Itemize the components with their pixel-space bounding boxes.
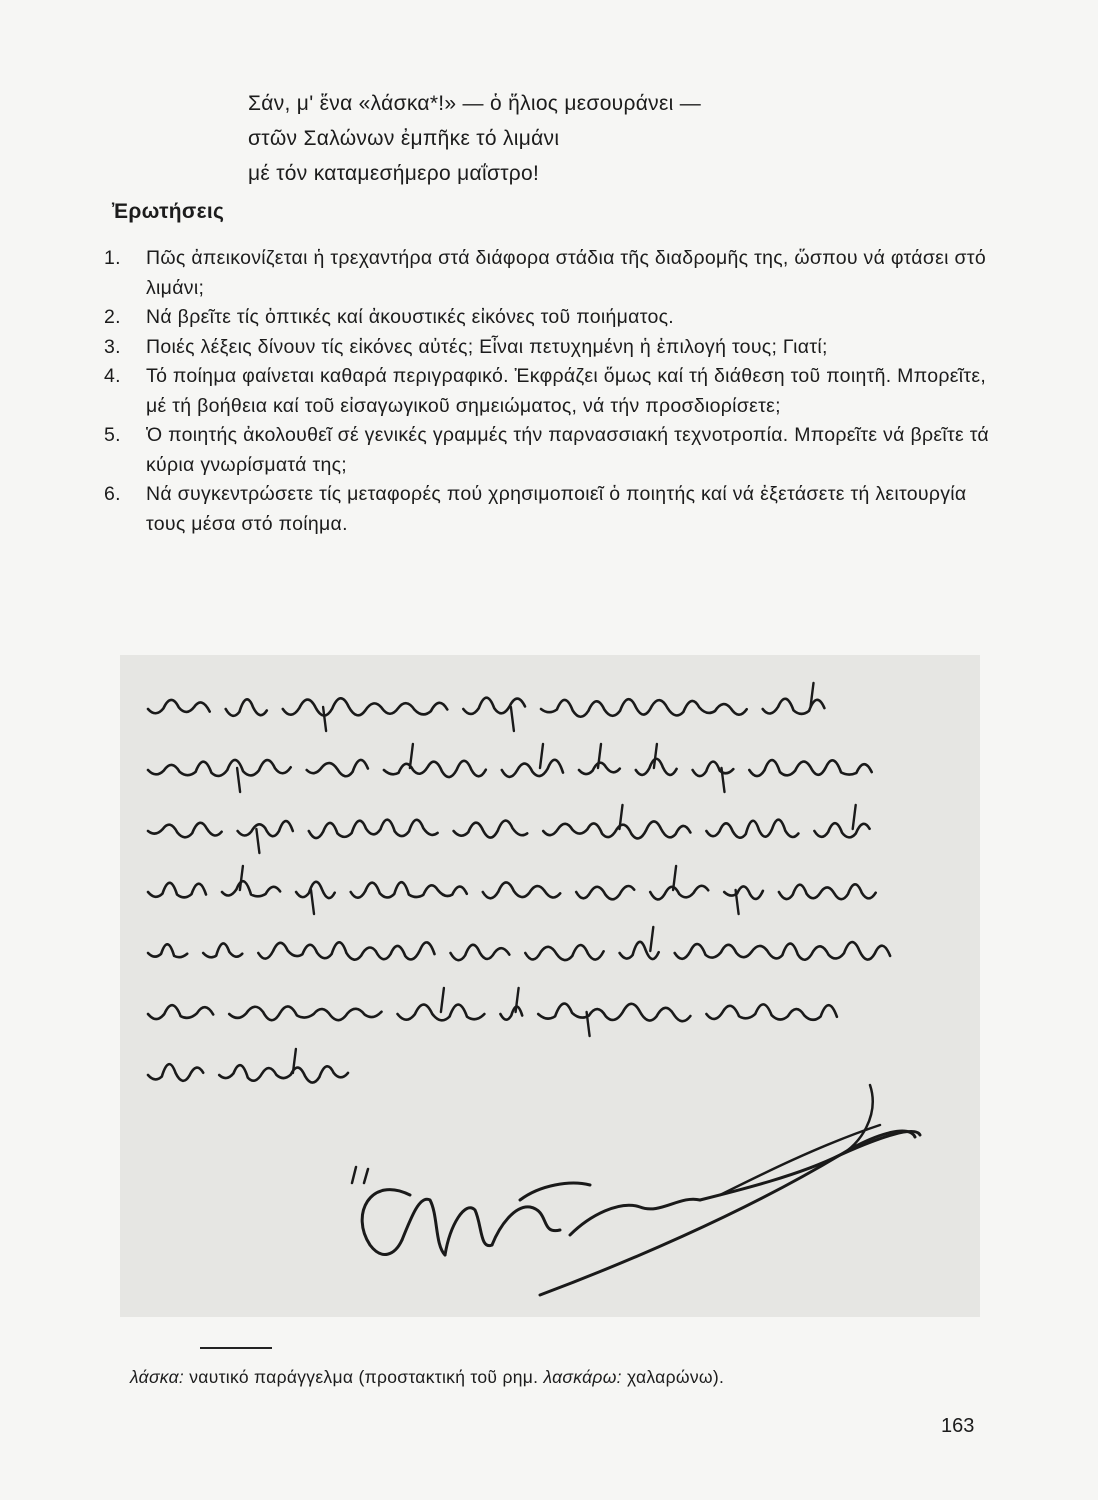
handwriting-line [148,1049,348,1083]
poem-line: στῶν Σαλώνων ἐμπῆκε τό λιμάνι [248,127,560,150]
question-item [104,480,994,539]
questions-heading: Ἐρωτήσεις [112,200,225,223]
question-number: 2. [104,306,121,328]
footnote-verb: λασκάρω: [543,1367,622,1387]
handwriting-line [148,927,890,960]
question-item [104,333,994,363]
handwriting-image [120,655,980,1317]
poem-excerpt [248,86,701,191]
question-number: 6. [104,483,121,505]
poem-line: μέ τόν καταμεσήμερο μαΐστρο! [248,162,540,185]
footnote [130,1367,724,1388]
footnote-rule [200,1347,272,1349]
question-text: Ὁ ποιητής ἀκολουθεῖ σέ γενικές γραμμές τήν παρνασσιακή τεχνοτροπία. Μπορεῖτε νά βρεῖτε τά κύρια γνωρίσματά της; [146,424,990,476]
question-text: Νά βρεῖτε τίς ὀπτικές καί ἀκουστικές εἰκόνες τοῦ ποιήματος. [146,306,675,328]
question-text: Ποιές λέξεις δίνουν τίς εἰκόνες αὐτές; Εἶναι πετυχημένη ἡ ἐπιλογή τους; Γιατί; [146,335,828,358]
question-number: 1. [104,247,121,269]
question-text: Πῶς ἀπεικονίζεται ἡ τρεχαντήρα στά διάφορα στάδια τῆς διαδρομῆς της, ὥσπου νά φτάσει στό λιμάνι; [146,247,987,299]
handwriting-line [148,805,870,853]
footnote-gloss: χαλαρώνω). [626,1367,725,1387]
question-item [104,303,994,333]
question-text: Τό ποίημα φαίνεται καθαρά περιγραφικό. Ἐκφράζει ὅμως καί τή διάθεση τοῦ ποιητῆ. Μπορεῖτε, μέ τή βοήθεια καί τοῦ εἰσαγωγικοῦ σημειώματος, νά τήν προσδιορίσετε; [146,365,987,417]
handwriting-line [148,988,837,1036]
footnote-text: ναυτικό παράγγελμα (προστακτική τοῦ ρημ. [189,1367,539,1387]
question-number: 3. [104,335,121,358]
questions-list [104,244,994,539]
handwriting-line [148,744,872,792]
signature [352,1085,920,1295]
question-item [104,244,994,303]
poem-line: Σάν, μ' ἕνα «λάσκα*!» — ὁ ἥλιος μεσουράνει — [248,92,701,115]
handwriting-line [148,683,824,731]
footnote-term: λάσκα: [130,1367,185,1387]
handwriting-line [148,866,876,914]
question-item [104,362,994,421]
question-item [104,421,994,480]
question-number: 5. [104,424,121,446]
question-text: Νά συγκεντρώσετε τίς μεταφορές πού χρησιμοποιεῖ ὁ ποιητής καί νά ἐξετάσετε τή λειτουργία τους μέσα στό ποίημα. [146,483,967,535]
page-number: 163 [941,1415,975,1437]
question-number: 4. [104,365,121,387]
handwritten-letter-facsimile [120,655,980,1317]
